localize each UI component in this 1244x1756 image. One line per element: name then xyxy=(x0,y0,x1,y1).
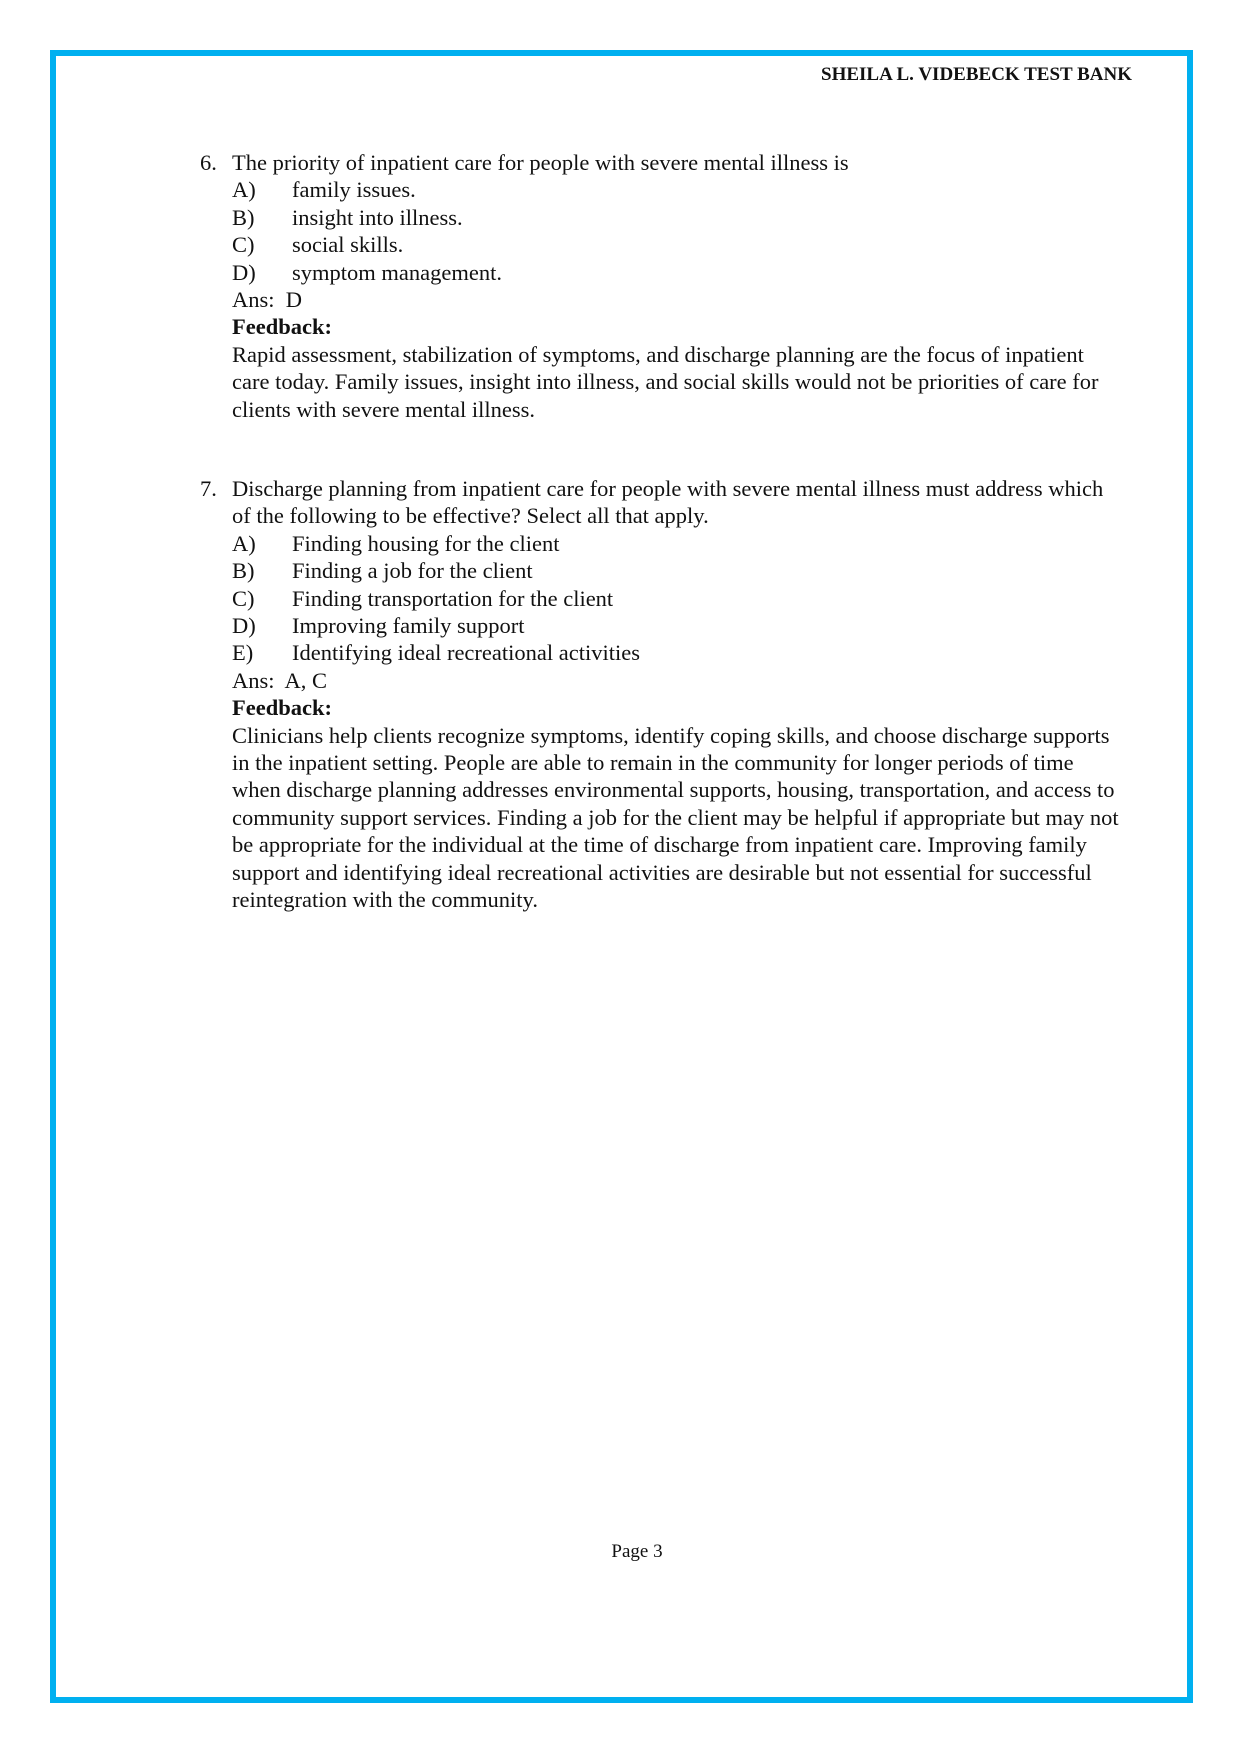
option xyxy=(232,612,1120,639)
option xyxy=(232,585,1120,612)
option xyxy=(232,176,1120,203)
feedback-text: Rapid assessment, stabilization of symptoms, and discharge planning are the focus of inpatient care today. Family issues, insight into illness, and social skills would not be priorities of care for clients with severe mental illness. xyxy=(232,341,1099,422)
option-text: family issues. xyxy=(292,177,416,203)
answer: Ans: A, C xyxy=(232,667,328,693)
question-number: 7. xyxy=(200,476,217,501)
option-text: Improving family support xyxy=(292,613,525,639)
feedback-text: Clinicians help clients recognize symptoms, identify coping skills, and choose discharge supports in the inpatient setting. People are able to remain in the community for longer periods of time when discharge planning addresses environmental supports, housing, transportation, and access to community support services. Finding a job for the client may be helpful if appropriate but may not be appropriate for the individual at the time of discharge from inpatient care. Improving family support and identifying ideal recreational activities are desirable but not essential for successful reintegration with the community. xyxy=(232,722,1119,913)
question-stem: Discharge planning from inpatient care for people with severe mental illness must address which of the following to be effective? Select all that apply. xyxy=(232,476,1104,529)
option-text: Identifying ideal recreational activities xyxy=(292,640,640,666)
option xyxy=(232,639,1120,666)
option-letter: E) xyxy=(232,640,254,666)
option-letter: C) xyxy=(232,232,255,258)
feedback-label: Feedback: xyxy=(232,695,332,721)
question-stem: The priority of inpatient care for people with severe mental illness is xyxy=(232,150,849,175)
option xyxy=(232,557,1120,584)
option-text: insight into illness. xyxy=(292,204,463,230)
option xyxy=(232,259,1120,286)
option-text: Finding a job for the client xyxy=(292,558,533,584)
page-number: Page 3 xyxy=(611,1541,663,1562)
option-letter: D) xyxy=(232,259,256,285)
option-letter: B) xyxy=(232,204,255,230)
option-letter: A) xyxy=(232,177,256,203)
option-letter: A) xyxy=(232,530,256,556)
option-letter: D) xyxy=(232,613,256,639)
option-text: symptom management. xyxy=(292,259,502,285)
option-letter: B) xyxy=(232,558,255,584)
question-6 xyxy=(200,149,1120,423)
option-text: social skills. xyxy=(292,232,404,258)
option-text: Finding transportation for the client xyxy=(292,585,614,611)
feedback-label: Feedback: xyxy=(232,314,332,340)
answer: Ans: D xyxy=(232,287,303,313)
question-7 xyxy=(200,475,1120,914)
option xyxy=(232,204,1120,231)
option-letter: C) xyxy=(232,585,255,611)
page-header: SHEILA L. VIDEBECK TEST BANK xyxy=(821,64,1132,85)
question-number: 6. xyxy=(200,150,217,175)
option-text: Finding housing for the client xyxy=(292,530,560,556)
option xyxy=(232,530,1120,557)
option xyxy=(232,231,1120,258)
